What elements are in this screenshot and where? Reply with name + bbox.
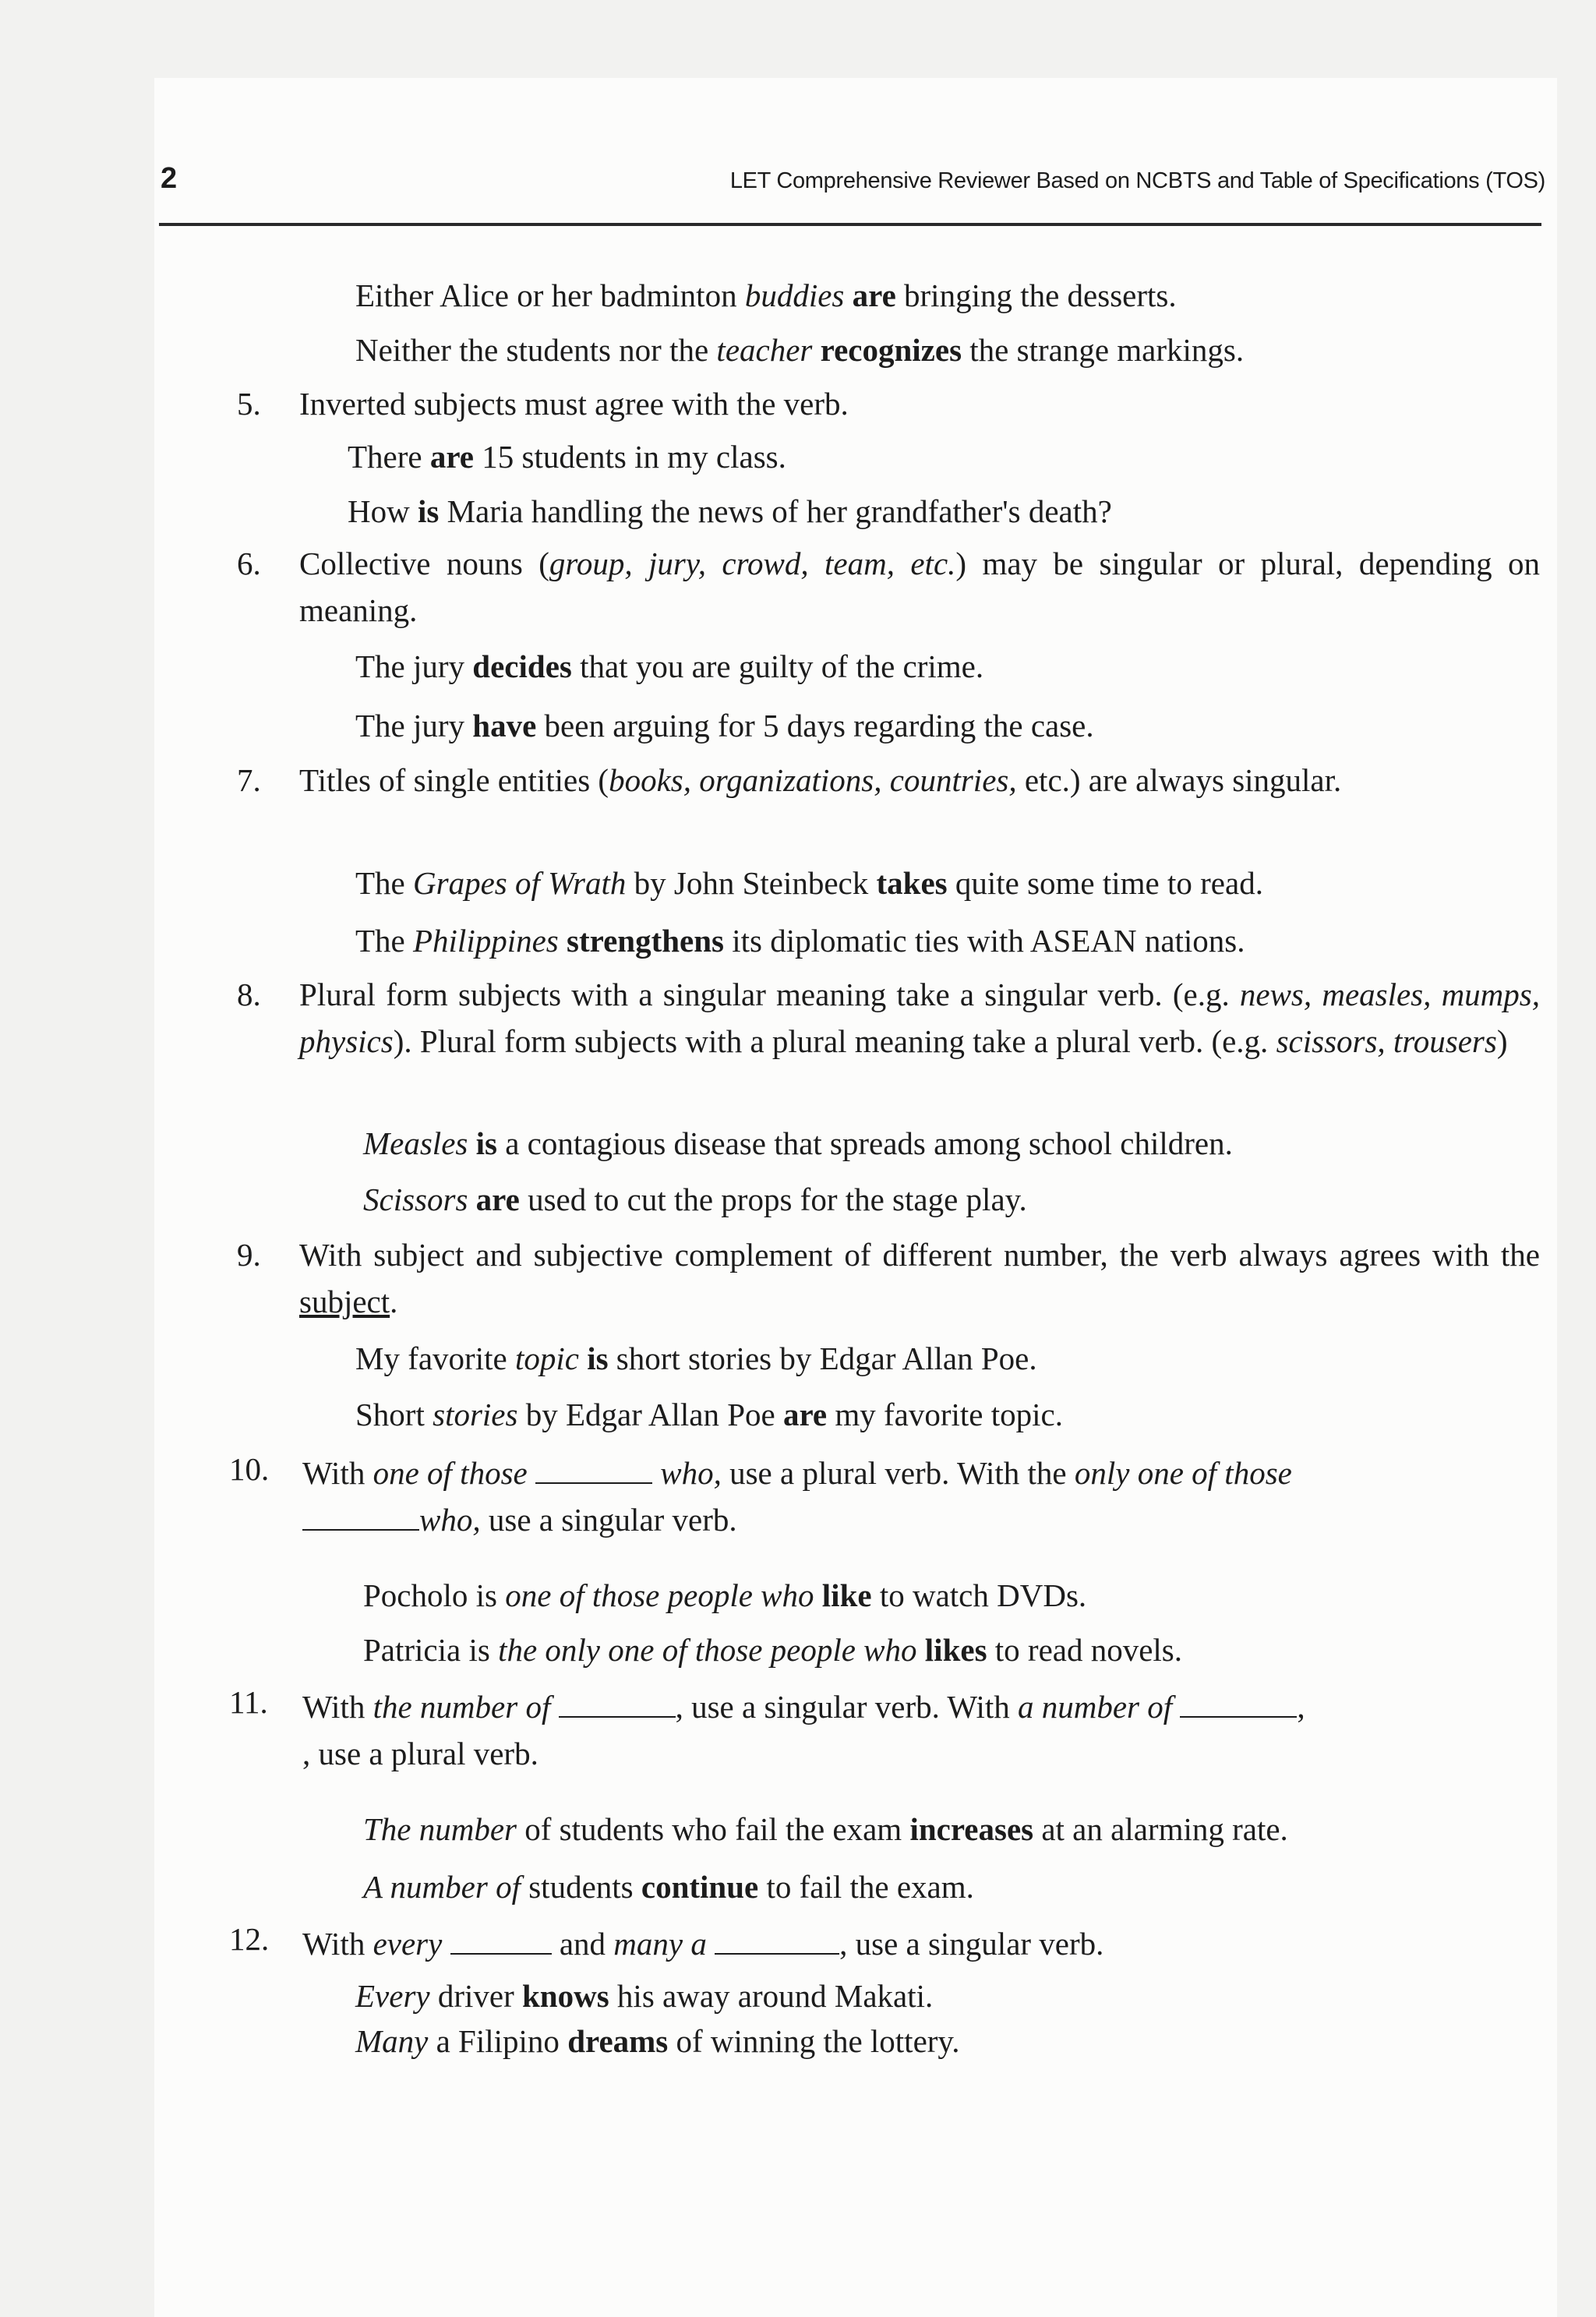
rule-number: 11.: [229, 1684, 268, 1720]
page: [154, 78, 1557, 2317]
running-title: LET Comprehensive Reviewer Based on NCBTS and Table of Specifications (TOS): [729, 168, 1545, 193]
example-line: Scissors are used to cut the props for the stage play.: [363, 1181, 1027, 1217]
page-number: 2: [161, 162, 178, 195]
example-line: There are 15 students in my class.: [348, 439, 786, 475]
example-line: The jury decides that you are guilty of the crime.: [355, 648, 984, 684]
fill-blank: [559, 1690, 676, 1718]
rule-text: With subject and subjective complement of different number, the verb always agrees with the subject.: [299, 1237, 1540, 1319]
rule-text: Plural form subjects with a singular meaning take a singular verb. (e.g. news, measles, mumps, physics). Plural form subjects with a plural meaning take a plural verb. (e.g. scissors, trousers): [299, 977, 1541, 1059]
example-line: Short stories by Edgar Allan Poe are my favorite topic.: [355, 1397, 1063, 1432]
example-line: Either Alice or her badminton buddies are bringing the desserts.: [355, 277, 1177, 313]
rule-text: Titles of single entities (books, organizations, countries, etc.) are always singular.: [299, 762, 1342, 798]
rule-text: Inverted subjects must agree with the verb.: [299, 386, 849, 422]
example-line: The Grapes of Wrath by John Steinbeck takes quite some time to read.: [355, 865, 1263, 901]
example-line: The jury have been arguing for 5 days regarding the case.: [355, 708, 1094, 743]
example-line: A number of students continue to fail the exam.: [363, 1869, 974, 1905]
example-line: Pocholo is one of those people who like to watch DVDs.: [363, 1577, 1087, 1613]
rule-text: With every and many a , use a singular verb.: [302, 1926, 1104, 1962]
fill-blank: [450, 1927, 552, 1955]
example-line: My favorite topic is short stories by Edgar Allan Poe.: [355, 1340, 1037, 1376]
rule-text: With the number of , use a singular verb. With a number of ,: [302, 1689, 1305, 1725]
example-line: The Philippines strengthens its diplomatic ties with ASEAN nations.: [355, 923, 1245, 959]
example-line: Every driver knows his away around Makati.: [355, 1978, 934, 2014]
rule-number: 6.: [237, 546, 261, 581]
example-line: Patricia is the only one of those people who likes to read novels.: [363, 1632, 1183, 1668]
example-line: Many a Filipino dreams of winning the lottery.: [355, 2023, 960, 2059]
example-line: Measles is a contagious disease that spreads among school children.: [363, 1125, 1233, 1161]
rule-number: 10.: [229, 1451, 270, 1487]
fill-blank: [715, 1927, 839, 1955]
rule-number: 12.: [229, 1921, 270, 1957]
fill-blank: [535, 1456, 652, 1484]
rule-text: , use a plural verb.: [302, 1736, 538, 1771]
fill-blank: [302, 1503, 419, 1531]
rule-text: Collective nouns (group, jury, crowd, team, etc.) may be singular or plural, depending on meaning.: [299, 546, 1540, 628]
rule-number: 7.: [237, 762, 261, 798]
rule-text: With one of those who, use a plural verb. With the only one of those: [302, 1455, 1292, 1491]
page-header: [154, 78, 1557, 234]
rule-text: who, use a singular verb.: [302, 1496, 737, 1543]
example-line: How is Maria handling the news of her grandfather's death?: [348, 493, 1112, 529]
rule-number: 5.: [237, 386, 261, 422]
rule-number: 8.: [237, 977, 261, 1012]
example-line: The number of students who fail the exam increases at an alarming rate.: [363, 1811, 1288, 1847]
fill-blank: [1180, 1690, 1297, 1718]
example-line: Neither the students nor the teacher recognizes the strange markings.: [355, 332, 1245, 368]
rule-number: 9.: [237, 1237, 261, 1273]
header-rule: [159, 223, 1541, 226]
